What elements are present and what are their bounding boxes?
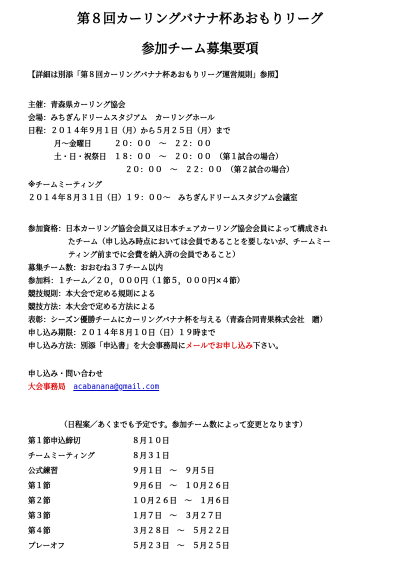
meeting-title: ※チームミーティング — [28, 180, 103, 189]
schedule-label: 第４節 — [28, 526, 51, 535]
meeting-detail: ２０１４年８月３１日（日）１９：００～ みちぎんドリームスタジアム会議室 — [28, 193, 298, 202]
weekday-times-line: 月～金曜日 ２０：００ ～ ２２：００ — [54, 139, 212, 148]
venue-line: 会場：みちぎんドリームスタジアム カーリングホール — [28, 113, 215, 122]
deadline-line: 申し込み期限：２０１４年８月１０日（日）１９時まで — [28, 328, 216, 337]
schedule-value: ９月６日 ～ １０月２６日 — [132, 481, 230, 490]
awards-line: 表彰：シーズン優勝チームにカーリングバナナ杯を与える（青森合同青果株式会社 贈） — [28, 315, 328, 324]
schedule-label: プレーオフ — [28, 541, 65, 550]
eligibility-line-2: たチーム（申し込み時点においては会員であることを要しないが、チームミー — [68, 237, 331, 246]
document-title: 第８回カーリングバナナ杯あおもりリーグ — [77, 12, 323, 27]
schedule-label: 第１節申込締切 — [28, 436, 81, 445]
apply-method-line — [28, 341, 283, 350]
contact-email-link[interactable]: acabanana@gmail.com — [73, 382, 160, 391]
apply-method-highlight: メールでお申し込み — [185, 341, 253, 350]
schedule-row — [28, 511, 388, 523]
schedule-label: 公式練習 — [28, 466, 58, 475]
schedule-value: ８月３１日 — [132, 451, 170, 460]
schedule-label: 第１節 — [28, 481, 51, 490]
rules-line: 競技規則：本大会で定める規則による — [28, 289, 156, 298]
schedule-row — [28, 541, 388, 553]
contact-office: 大会事務局 — [28, 382, 66, 391]
schedule-row — [28, 466, 388, 478]
weekend-times-line-1: 土・日・祝祭日 １８：００ ～ ２０：００ （第１試合の場合） — [54, 152, 283, 161]
contact-title: 申し込み・問い合わせ — [28, 369, 103, 378]
schedule-row — [28, 526, 388, 538]
eligibility-line-3: ティング前までに会費を納入済の会員であること） — [68, 250, 240, 259]
reference-note: 【詳細は別添「第８回カーリングバナナ杯あおもりリーグ運営規則」参照】 — [28, 70, 283, 79]
weekend-times-line-2: ２０：００ ～ ２２：００ （第２試合の場合） — [125, 165, 294, 174]
apply-method-suffix: 下さい。 — [252, 341, 283, 350]
schedule-value: ３月２８日 ～ ５月２２日 — [132, 526, 230, 535]
apply-method-prefix: 申し込み方法：別添「申込書」を大会事務局に — [28, 341, 186, 350]
eligibility-line-1: 参加資格：日本カーリング協会会員又は日本チェアカーリング協会会員によって構成され — [28, 224, 328, 233]
document-subtitle: 参加チーム募集要項 — [141, 42, 259, 57]
schedule-note: （日程案／あくまでも予定です。参加チーム数によって変更となります） — [60, 420, 307, 429]
schedule-row — [28, 451, 388, 463]
format-line: 競技方法：本大会で定める方法による — [28, 302, 156, 311]
schedule-row — [28, 436, 388, 448]
dates-line: 日程：２０１４年９月１日（月）から５月２５日（月）まで — [28, 126, 231, 135]
schedule-row — [28, 481, 388, 493]
schedule-label: 第２節 — [28, 496, 51, 505]
schedule-value: ８月１０日 — [132, 436, 170, 445]
schedule-label: チームミーティング — [28, 451, 95, 460]
schedule-row — [28, 496, 388, 508]
schedule-value: １月７日 ～ ３月２７日 — [132, 511, 222, 520]
schedule-value: ５月２３日 ～ ５月２５日 — [132, 541, 230, 550]
schedule-value: ９月１日 ～ ９月５日 — [132, 466, 215, 475]
schedule-label: 第３節 — [28, 511, 51, 520]
schedule-value: １０月２６日 ～ １月６日 — [132, 496, 230, 505]
fee-line: 参加料：１チーム／２０，０００円（１節５，０００円×４節） — [28, 276, 245, 285]
contact-line — [28, 382, 159, 391]
organizer-line: 主催：青森県カーリング協会 — [28, 100, 126, 109]
team-count-line: 募集チーム数：おおむね３７チーム以内 — [28, 263, 163, 272]
